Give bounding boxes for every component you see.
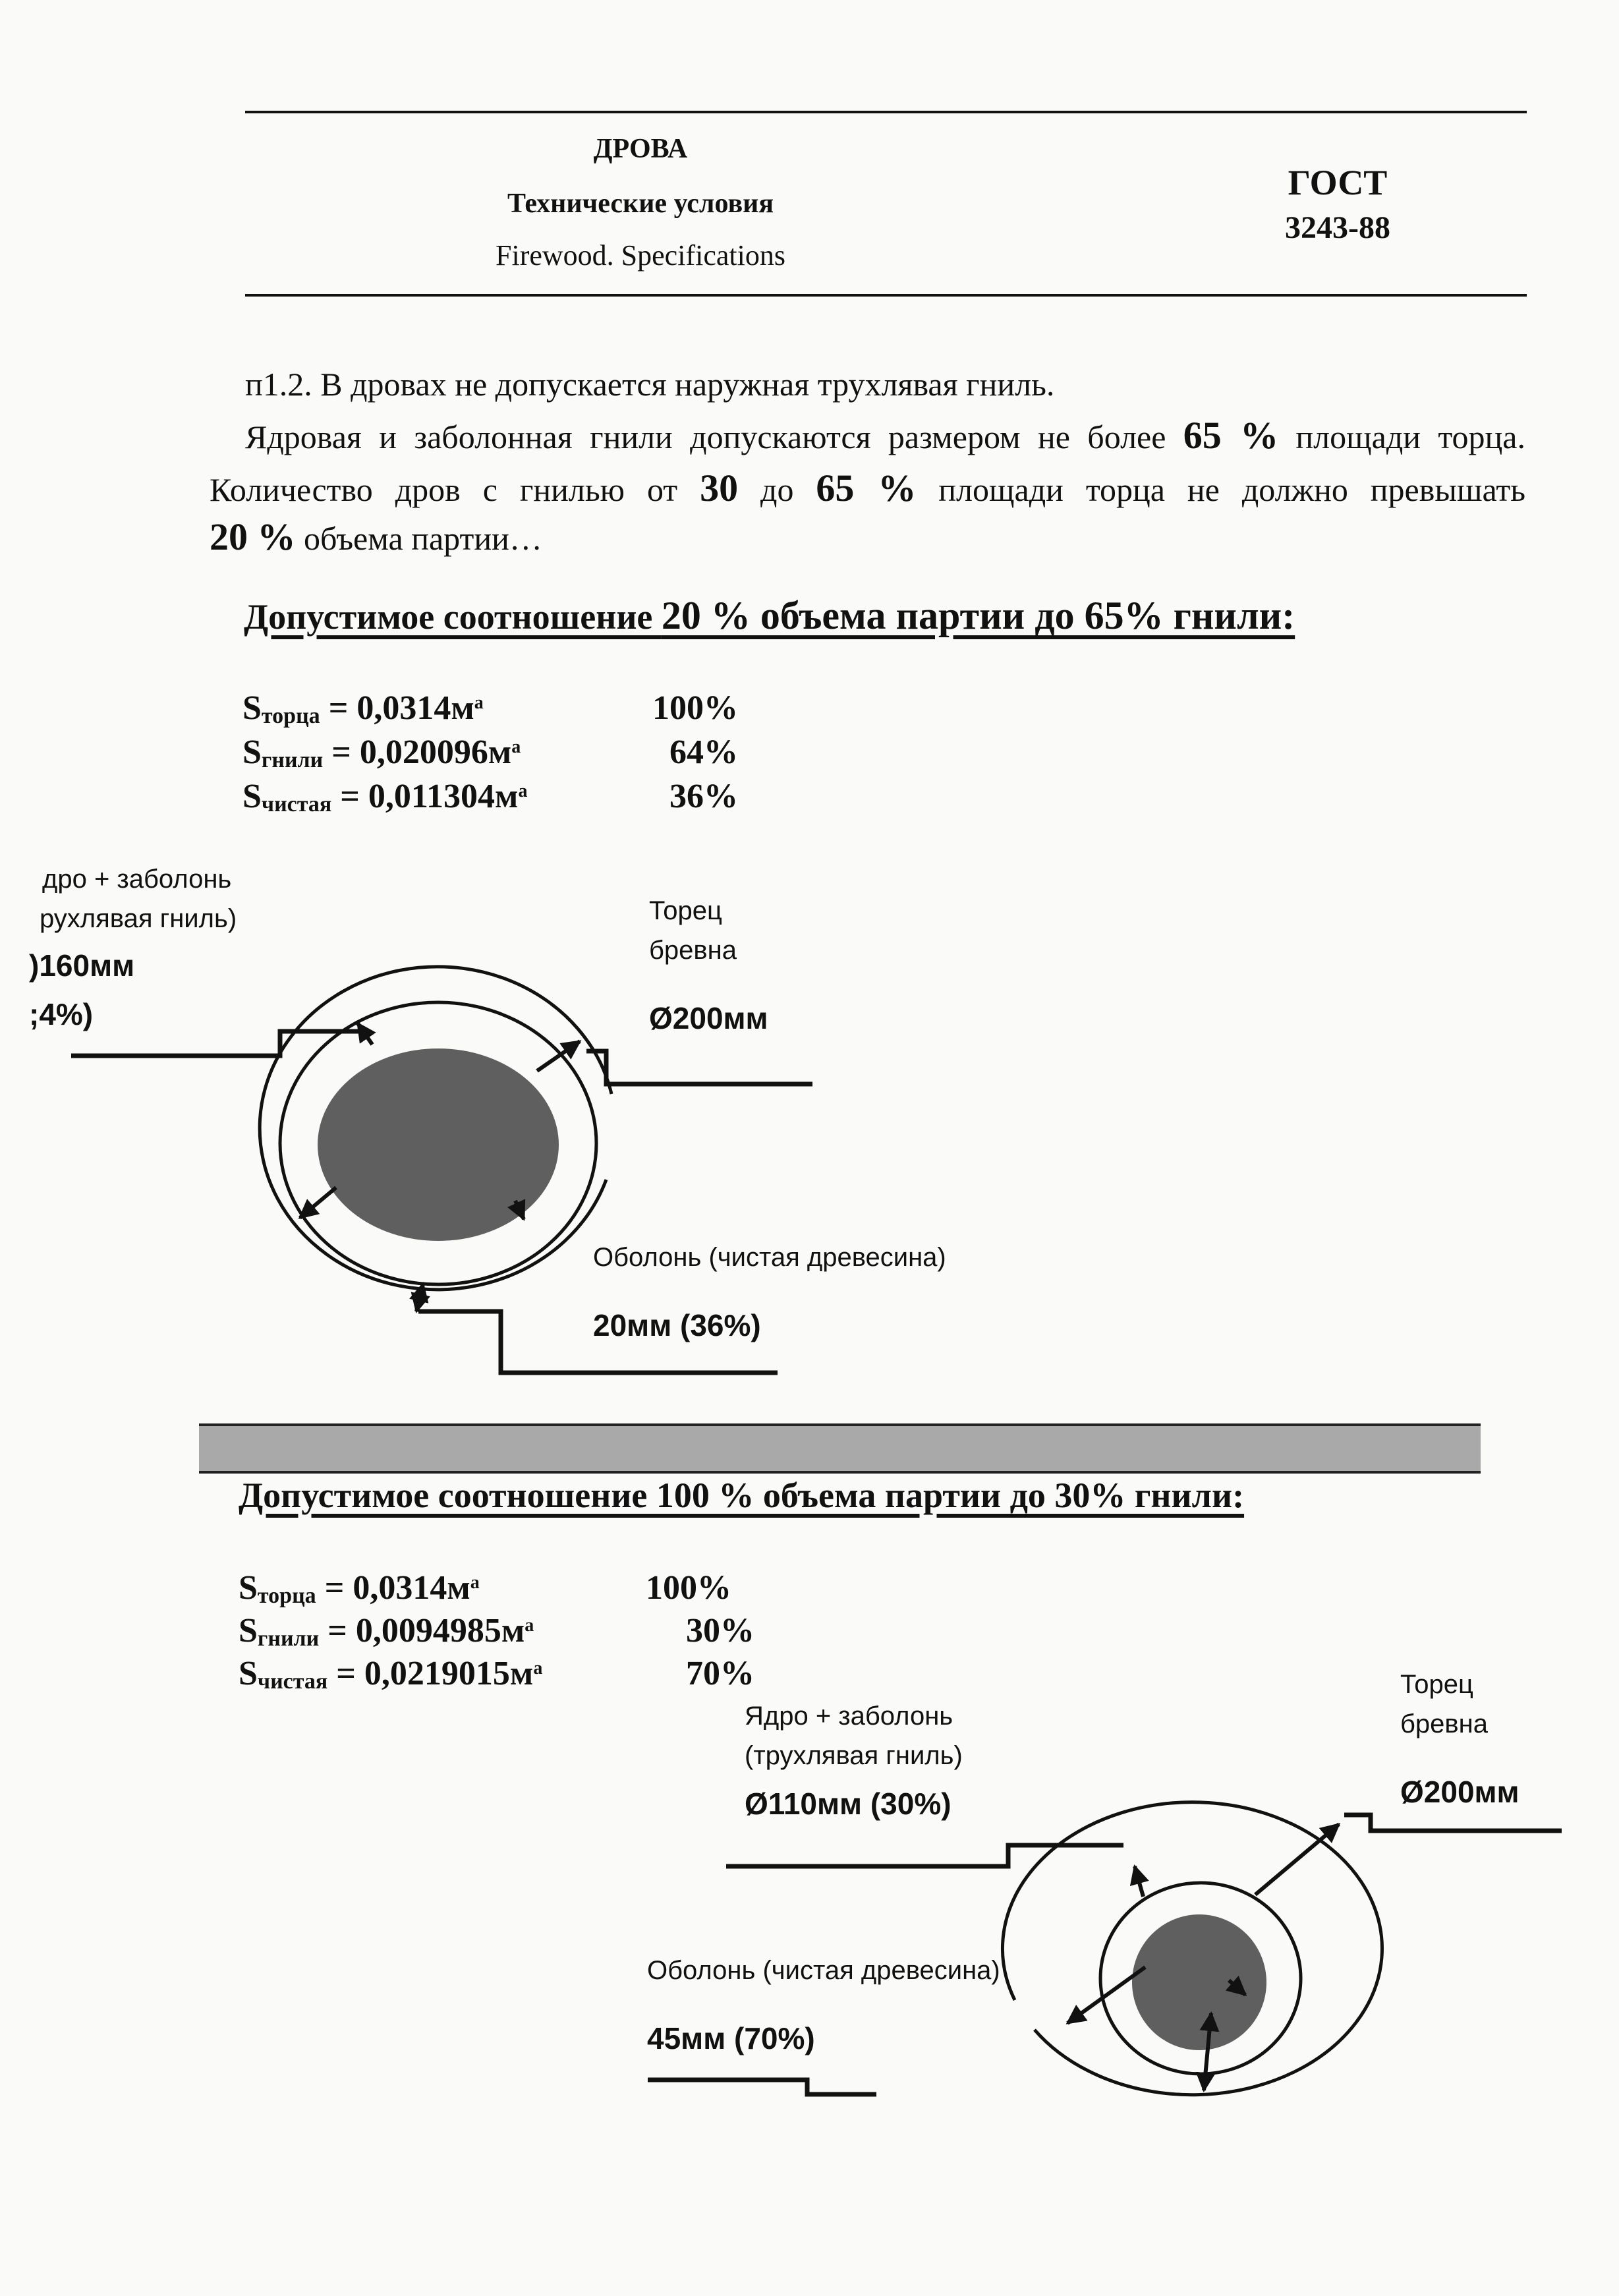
d1-leader-bottom: [418, 1311, 778, 1373]
d2-leader-left: [726, 1845, 1123, 1866]
limit-30: 30: [700, 467, 739, 509]
d2-log-end-2: бревна: [1400, 1709, 1488, 1738]
d1-log-diameter: Ø200мм: [649, 1001, 768, 1035]
d1-log-end-2: бревна: [649, 936, 737, 965]
d1-clean-value: 20мм (36%): [593, 1308, 761, 1342]
diagram-1: [71, 967, 812, 1373]
d1-rot-diameter: )160мм: [29, 948, 135, 983]
section2-percent-total: 100%: [646, 1569, 731, 1607]
d2-rot-label-2: (трухлявая гниль): [745, 1741, 963, 1770]
limit-65b: 65 %: [816, 467, 917, 509]
d1-rot-label-1: дро + заболонь: [42, 865, 232, 894]
section2-percent-clean: 70%: [686, 1655, 754, 1686]
d1-log-end-1: Торец: [649, 896, 722, 925]
intro-last-line: 20 % объема партии…: [210, 515, 542, 558]
doc-subtitle: Технические условия: [507, 188, 774, 219]
intro-paragraph: Ядровая и заболонная гнили допускаются размером не более 65 % площади торца. Количество дров с гнилью от 30 до 65 % площади торца не должно превышать: [210, 414, 1525, 509]
d1-arrow-log: [537, 1041, 580, 1071]
section1-title: Допустимое соотношение 20 % объема партии до 65% гнили:: [244, 594, 1295, 637]
d2-rot-diameter: Ø110мм (30%): [745, 1787, 952, 1821]
d1-rot-percent: ;4%): [29, 997, 94, 1031]
section1-percent-clean: 36%: [669, 778, 738, 815]
d2-arrow-rot: [1135, 1866, 1143, 1897]
doc-subtitle-en: Firewood. Specifications: [496, 239, 785, 272]
gost-label: ГОСТ: [1288, 163, 1388, 202]
section2-percent-rot: 30%: [686, 1612, 754, 1650]
section1-formula-rot: $S_{гнили} = 0,020096м^а$: [242, 733, 521, 772]
d1-clean-label: Оболонь (чистая древесина): [593, 1243, 946, 1272]
intro-line-1: п1.2. В дровах не допускается наружная трухлявая гниль.: [245, 366, 1055, 403]
section1-percent-rot: 64%: [669, 733, 738, 771]
section1-formula-total: $S_{торца} = 0,0314м^а$: [242, 689, 484, 728]
diagram-2: [648, 1802, 1562, 2095]
d2-clean-label: Оболонь (чистая древесина): [647, 1956, 1000, 1985]
d2-rot-core: [1132, 1914, 1266, 2050]
doc-title: ДРОВА: [593, 134, 688, 164]
d1-leader-right: [586, 1051, 812, 1084]
d2-leader-bottom: [648, 2080, 876, 2094]
section2-title: Допустимое соотношение 100 % объема партии до 30% гнили:: [239, 1476, 1245, 1515]
d2-clean-value: 45мм (70%): [647, 2021, 815, 2055]
section2-formula-clean: $S_{чистая} = 0,0219015м^а$: [239, 1655, 543, 1692]
d2-log-diameter: Ø200мм: [1400, 1775, 1520, 1809]
limit-65: 65 %: [1183, 414, 1279, 457]
d2-rot-label-1: Ядро + заболонь: [745, 1702, 953, 1731]
section1-percent-total: 100%: [652, 689, 738, 727]
section2-formula-rot: $S_{гнили} = 0,0094985м^а$: [239, 1612, 534, 1651]
d2-log-end-1: Торец: [1400, 1670, 1473, 1699]
d1-arrow-rot: [358, 1023, 372, 1045]
d1-rot-label-2: рухлявая гниль): [40, 904, 237, 933]
section1-formula-clean: $S_{чистая} = 0,011304м^а$: [242, 778, 528, 817]
d2-arrow-log: [1255, 1824, 1339, 1895]
limit-20: 20 %: [210, 515, 296, 558]
section2-formula-total: $S_{торца} = 0,0314м^а$: [239, 1569, 480, 1608]
d2-leader-right: [1344, 1815, 1562, 1831]
gost-number: 3243-88: [1285, 210, 1390, 245]
d1-arrow-clean-left: [300, 1188, 336, 1218]
